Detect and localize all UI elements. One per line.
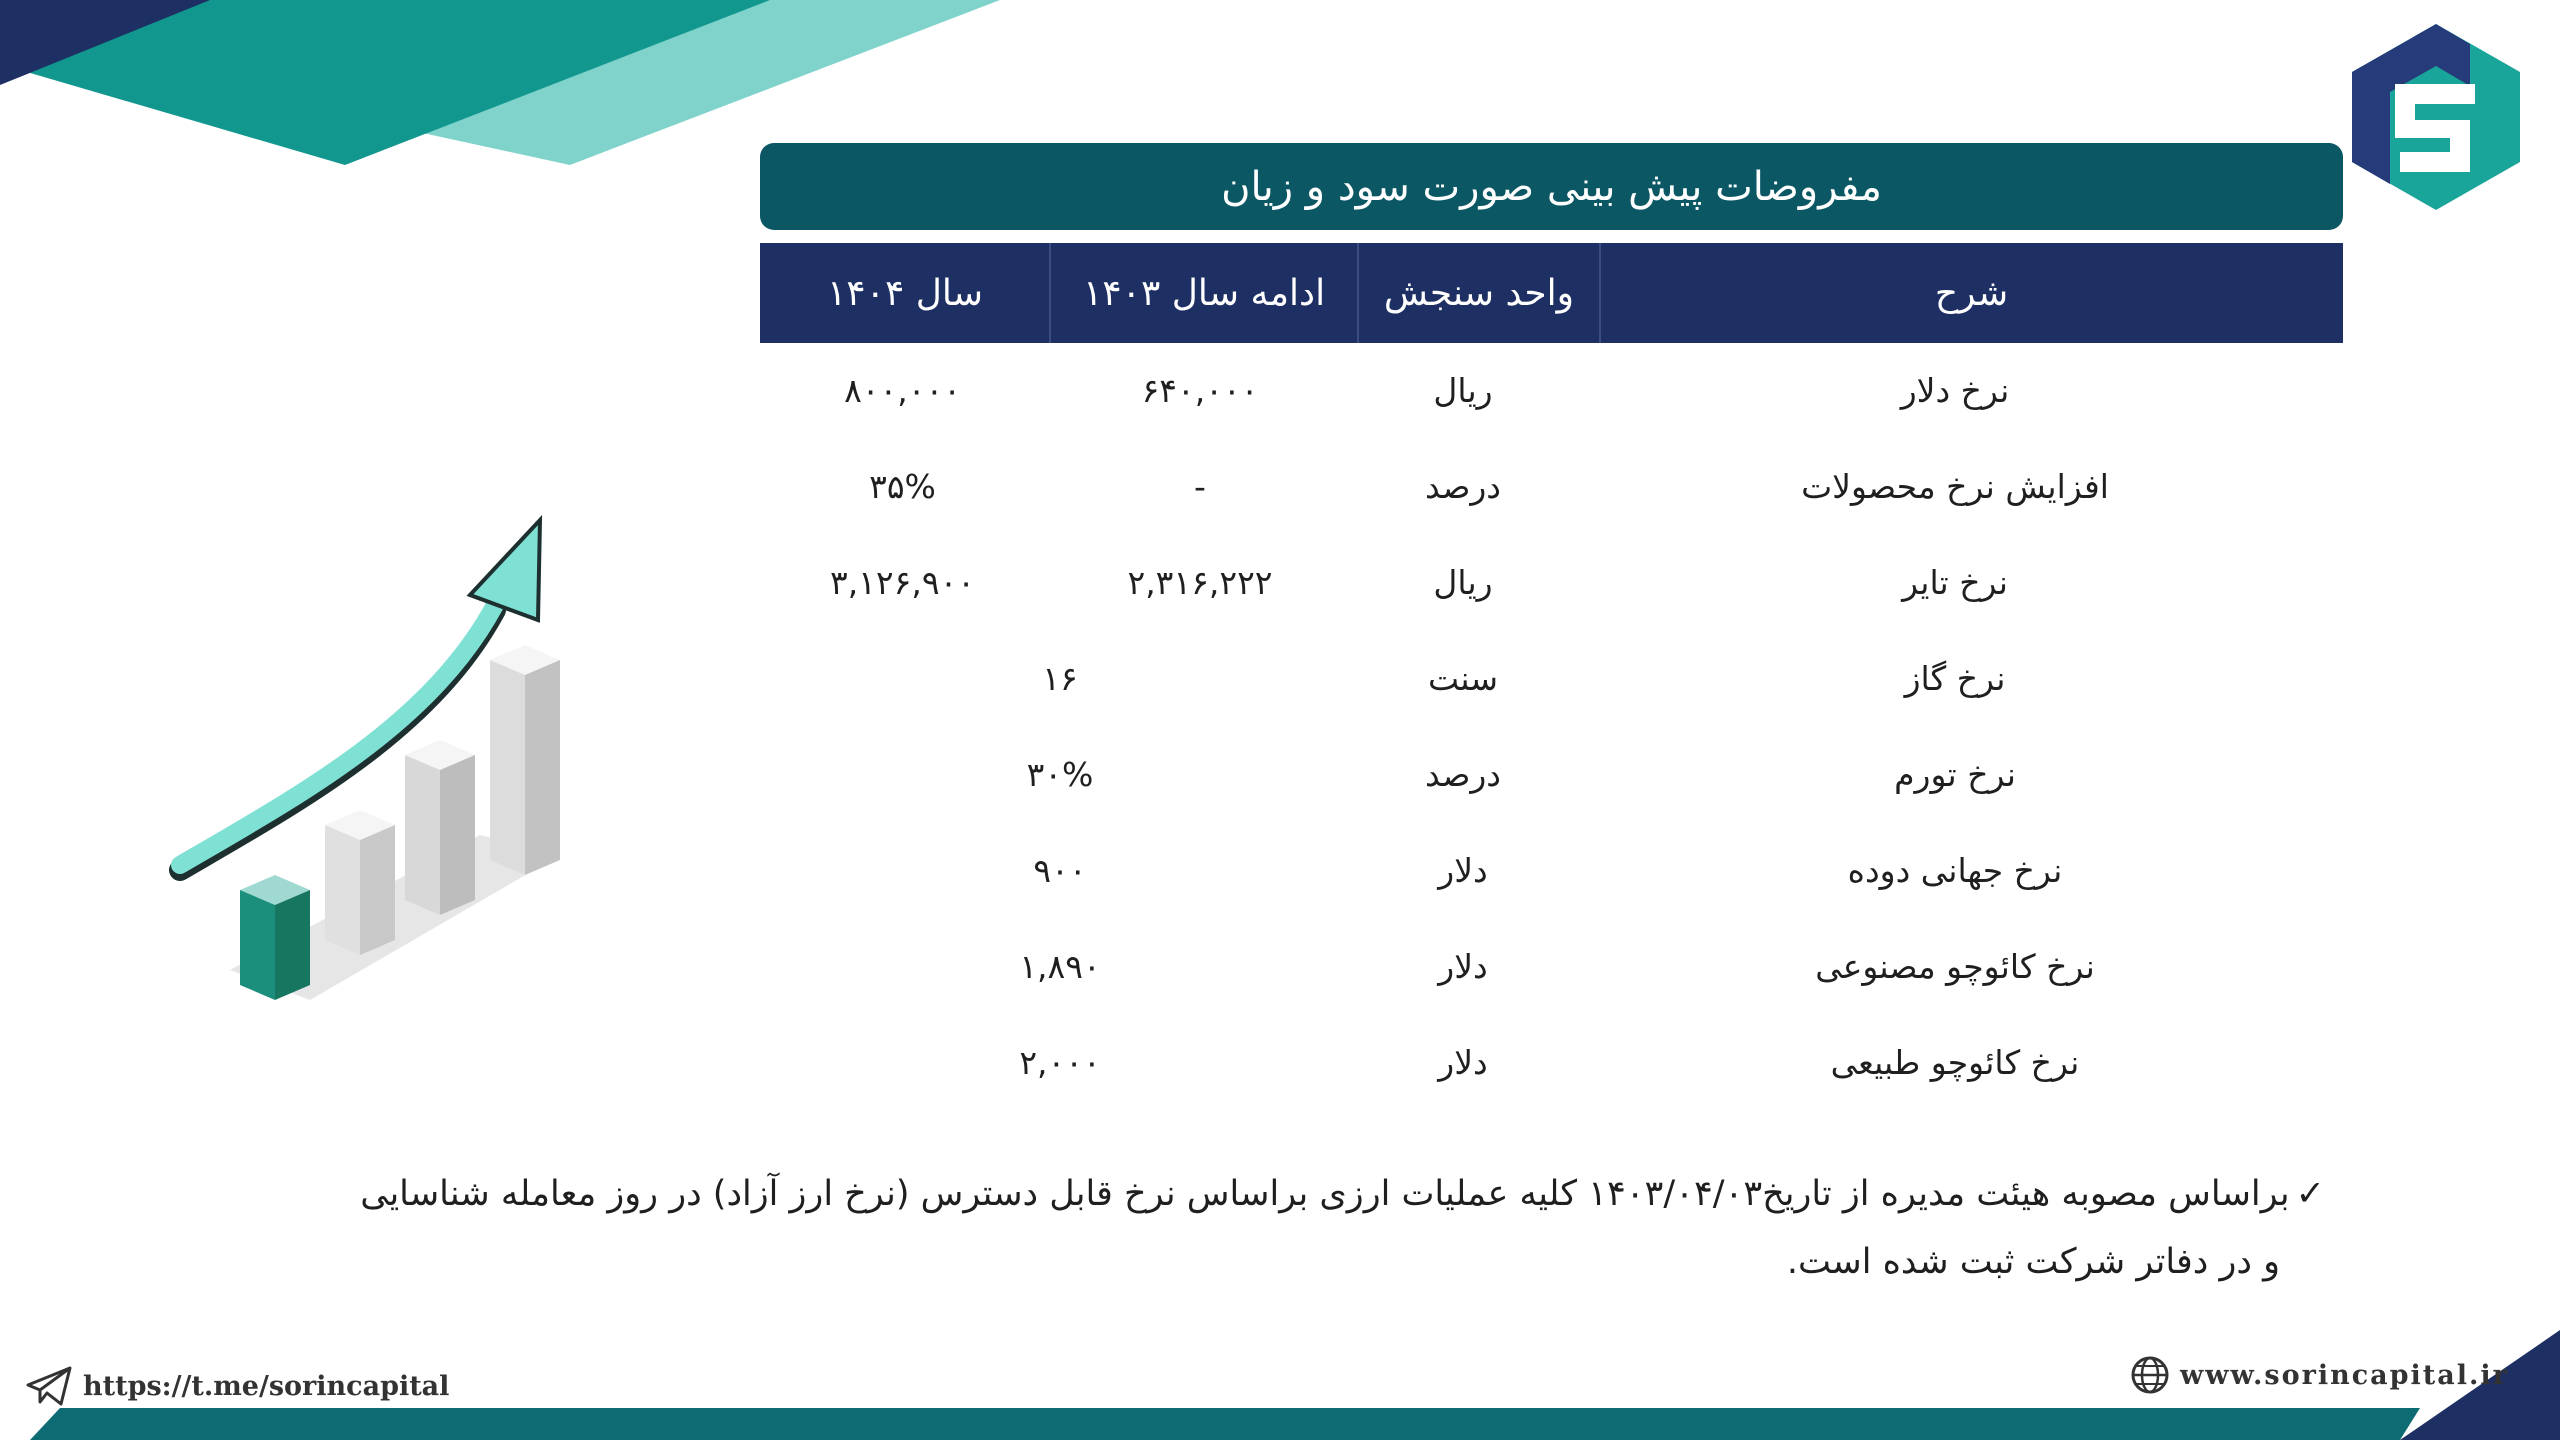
cell-description: نرخ کائوچو طبیعی — [1830, 1042, 2080, 1082]
cell-description: افزایش نرخ محصولات — [1801, 466, 2109, 506]
footnote-line-1 — [360, 1160, 2325, 1228]
growth-illustration — [160, 500, 600, 1020]
header-description: شرح — [1934, 272, 2009, 314]
page-title — [760, 143, 2343, 230]
telegram-link[interactable] — [25, 1365, 449, 1407]
header-unit: واحد سنجش — [1383, 272, 1575, 314]
cell-description: نرخ دلار — [1900, 370, 2010, 410]
header-divider — [1049, 243, 1051, 343]
cell-cont-1403: ۲,۳۱۶,۲۲۲ — [1127, 562, 1273, 602]
cell-unit: دلار — [1438, 946, 1488, 986]
website-url: www.sorincapital.ir — [2180, 1359, 2509, 1391]
table-header — [760, 243, 2343, 343]
cell-cont-1403: - — [1194, 466, 1206, 506]
cell-description: نرخ تورم — [1894, 754, 2016, 794]
cell-year-1404: ۸۰۰,۰۰۰ — [844, 370, 961, 410]
sorin-capital-logo — [2350, 22, 2522, 212]
cell-description: نرخ جهانی دوده — [1847, 850, 2063, 890]
cell-description: نرخ کائوچو مصنوعی — [1815, 946, 2095, 986]
cell-description: نرخ گاز — [1904, 658, 2006, 698]
telegram-icon — [25, 1365, 73, 1407]
cell-unit: دلار — [1438, 850, 1488, 890]
cell-year-1404: ۳,۱۲۶,۹۰۰ — [829, 562, 976, 602]
header-year-1404: سال ۱۴۰۴ — [826, 272, 984, 314]
cell-merged-value: ۱,۸۹۰ — [1019, 946, 1101, 986]
cell-description: نرخ تایر — [1902, 562, 2008, 602]
header-cont-1403: ادامه سال ۱۴۰۳ — [1082, 272, 1326, 314]
cell-year-1404: ۳۵% — [869, 466, 936, 506]
cell-merged-value: ۳۰% — [1026, 754, 1094, 794]
page-title-text: مفروضات پیش بینی صورت سود و زیان — [1221, 163, 1882, 210]
cell-merged-value: ۱۶ — [1042, 658, 1078, 698]
cell-merged-value: ۲,۰۰۰ — [1019, 1042, 1101, 1082]
footnote — [360, 1160, 2325, 1296]
bottom-band-teal — [30, 1408, 2420, 1440]
header-divider — [1357, 243, 1359, 343]
footnote-line-2: و در دفاتر شرکت ثبت شده است. — [1786, 1242, 2280, 1282]
cell-unit: درصد — [1425, 754, 1501, 794]
telegram-url: https://t.me/sorincapital — [83, 1370, 450, 1402]
checkmark-icon: ✓ — [2295, 1174, 2325, 1214]
cell-unit: درصد — [1425, 466, 1501, 506]
cell-cont-1403: ۶۴۰,۰۰۰ — [1141, 370, 1259, 410]
footnote-text-1: براساس مصوبه هیئت مدیره از تاریخ۱۴۰۳/۰۴/۰۳ کلیه عملیات ارزی براساس نرخ قابل دسترس (نرخ ارز آزاد) در روز معامله شناسایی — [360, 1174, 2290, 1214]
website-link[interactable] — [2130, 1355, 2509, 1395]
cell-merged-value: ۹۰۰ — [1033, 850, 1087, 890]
globe-icon — [2130, 1355, 2170, 1395]
cell-unit: دلار — [1438, 1042, 1488, 1082]
header-divider — [1599, 243, 1601, 343]
cell-unit: سنت — [1428, 658, 1499, 698]
cell-unit: ریال — [1433, 562, 1493, 602]
cell-unit: ریال — [1433, 370, 1493, 410]
